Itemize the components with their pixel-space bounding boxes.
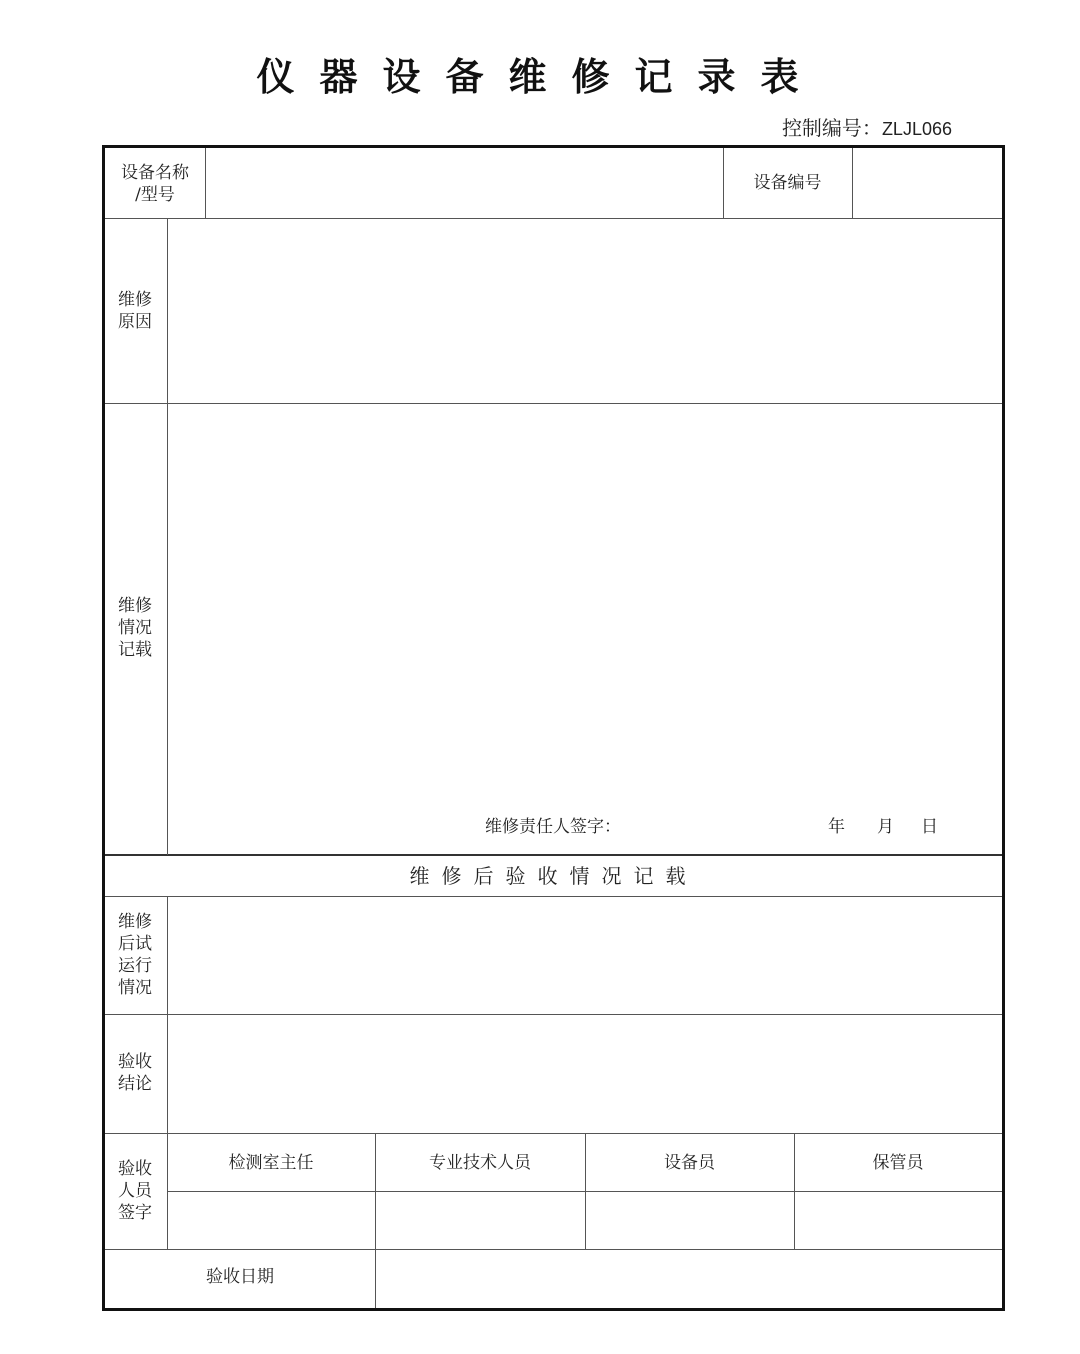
control-number — [782, 112, 952, 141]
signature-field-technician[interactable] — [376, 1192, 585, 1249]
row-divider — [105, 854, 1002, 856]
acceptance-signers-label: 验收 人员 签字 — [118, 1159, 152, 1223]
acceptance-conclusion-label: 验收 结论 — [118, 1052, 152, 1094]
acceptance-date-label: 验收日期 — [206, 1267, 274, 1287]
form-title: 仪器设备维修记录表 — [256, 55, 824, 99]
signer-role-equipment-officer: 设备员 — [664, 1153, 715, 1173]
control-number-code: ZLJL066 — [881, 119, 952, 139]
row-divider — [105, 1133, 1002, 1134]
device-number-label: 设备编号 — [753, 173, 822, 193]
device-name-label: 设备名称 /型号 — [121, 163, 189, 205]
signer-role-lab-director: 检测室主任 — [228, 1153, 314, 1173]
acceptance-conclusion-field[interactable] — [168, 1015, 1002, 1133]
signature-field-lab-director[interactable] — [168, 1192, 375, 1249]
repair-reason-field[interactable] — [168, 219, 1002, 403]
acceptance-date-field[interactable] — [376, 1250, 1002, 1308]
repair-record-label: 维修 情况 记载 — [118, 596, 152, 660]
trial-run-field[interactable] — [168, 897, 1002, 1014]
signer-role-custodian: 保管员 — [872, 1153, 924, 1173]
date-month-label: 月 — [877, 817, 894, 837]
device-name-field[interactable] — [206, 148, 723, 218]
control-number-label: 控制编号： — [781, 116, 882, 140]
date-year-label: 年 — [828, 817, 845, 837]
repair-record-form — [102, 145, 1005, 1311]
repair-record-field[interactable] — [168, 404, 1002, 804]
responsible-signature-label: 维修责任人签字： — [485, 817, 621, 837]
trial-run-label: 维修 后试 运行 情况 — [118, 912, 152, 998]
signature-field-equipment-officer[interactable] — [586, 1192, 794, 1249]
signature-field-custodian[interactable] — [795, 1192, 1002, 1249]
date-day-label: 日 — [921, 817, 938, 837]
acceptance-section-header: 维修后验收情况记载 — [409, 864, 698, 888]
signer-role-technician: 专业技术人员 — [429, 1153, 531, 1173]
device-number-field[interactable] — [853, 148, 1002, 218]
repair-reason-label: 维修 原因 — [118, 290, 152, 332]
